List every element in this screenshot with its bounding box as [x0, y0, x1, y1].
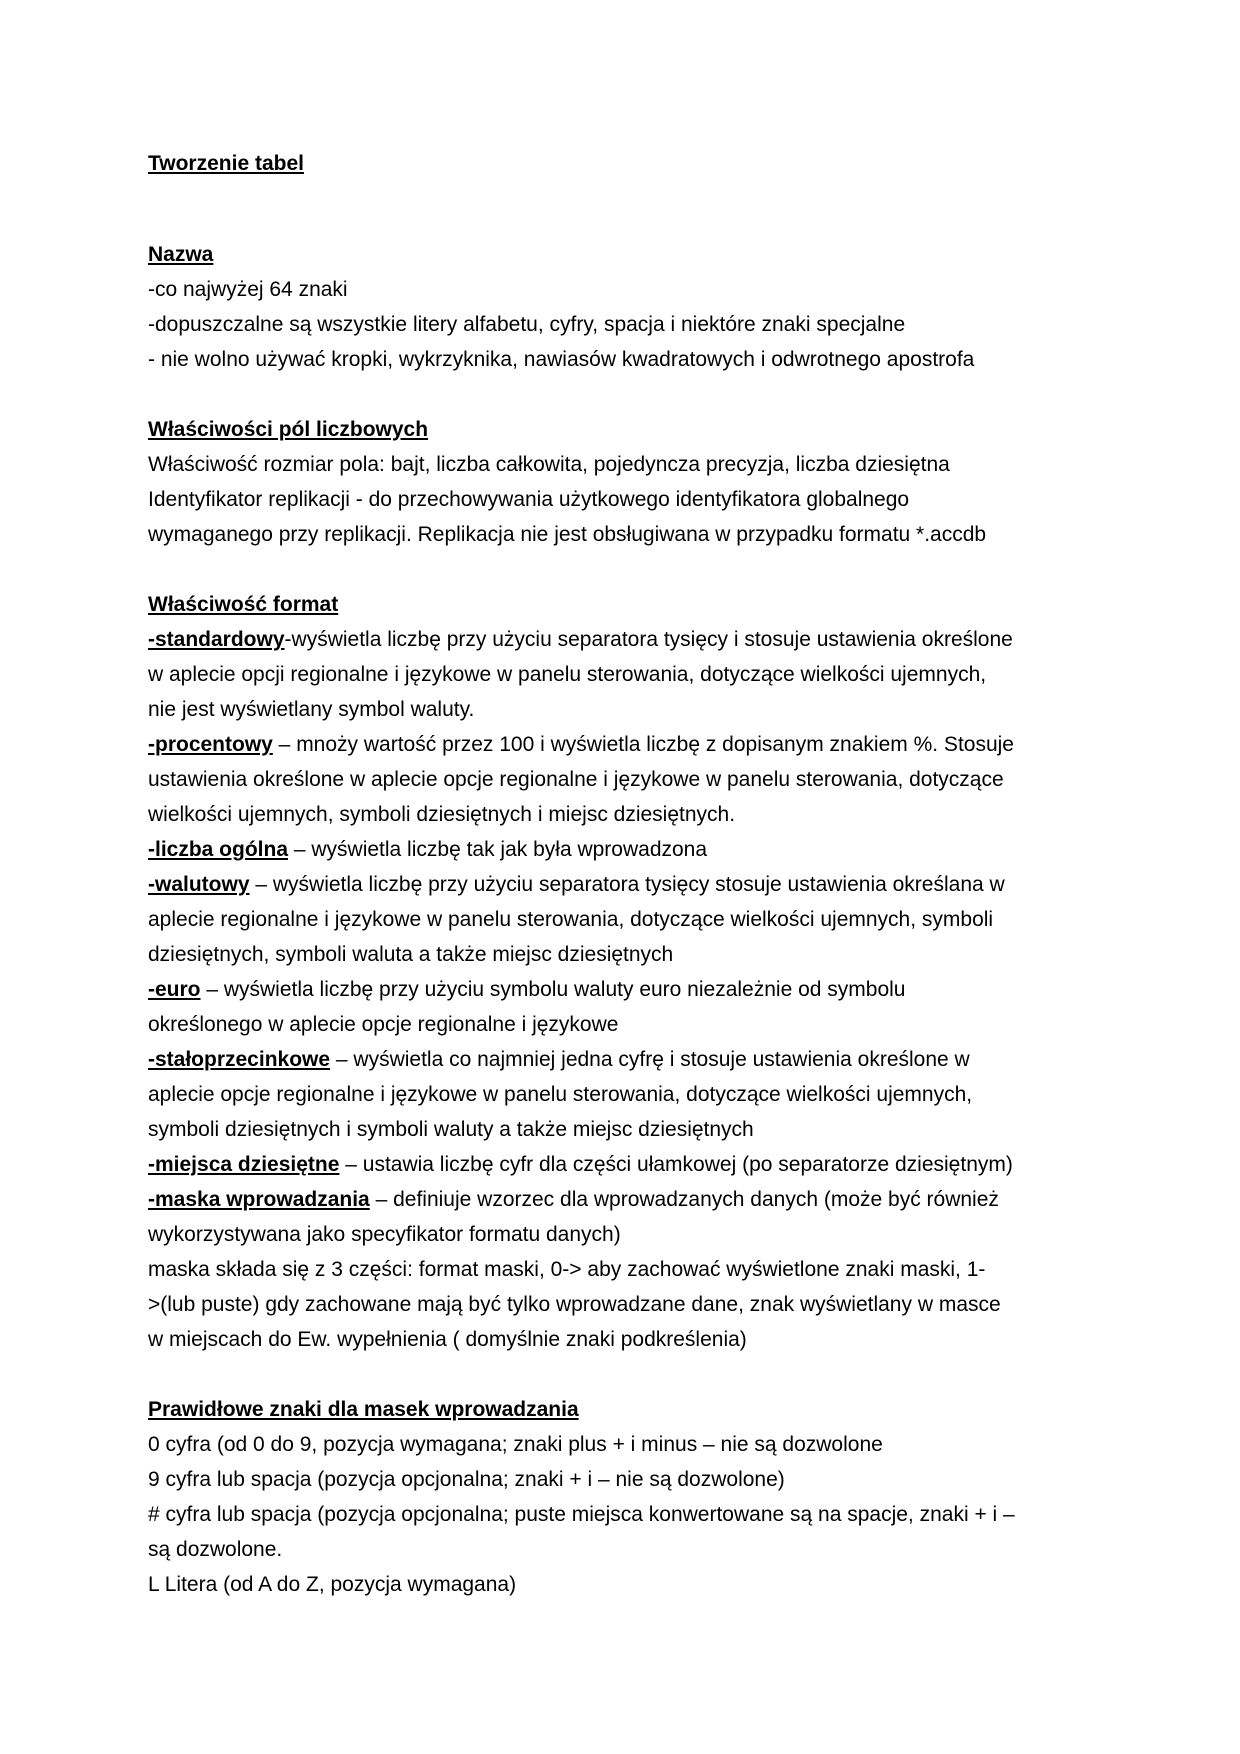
format-item-procentowy [148, 727, 1098, 762]
text-line: w miejscach do Ew. wypełnienia ( domyślnie znaki podkreślenia) [148, 1328, 747, 1351]
term-description: – ustawia liczbę cyfr dla części ułamkowej (po separatorze dziesiętnym) [339, 1153, 1013, 1176]
term-description: – wyświetla liczbę przy użyciu separatora tysięcy stosuje ustawienia określana w [249, 873, 1005, 896]
text-line: - nie wolno używać kropki, wykrzyknika, nawiasów kwadratowych i odwrotnego apostrofa [148, 348, 975, 371]
text-line: wykorzystywana jako specyfikator formatu danych) [148, 1223, 621, 1246]
text-line: nie jest wyświetlany symbol waluty. [148, 698, 475, 721]
text-line: 9 cyfra lub spacja (pozycja opcjonalna; znaki + i – nie są dozwolone) [148, 1468, 785, 1491]
text-line: symboli dziesiętnych i symboli waluty a także miejsc dziesiętnych [148, 1118, 754, 1141]
section-heading-wlasciwosci-pol: Właściwości pól liczbowych [148, 418, 429, 441]
text-line: Właściwość rozmiar pola: bajt, liczba całkowita, pojedyncza precyzja, liczba dziesiętna [148, 453, 950, 476]
text-line: wymaganego przy replikacji. Replikacja nie jest obsługiwana w przypadku formatu *.accdb [148, 523, 987, 546]
text-line: wielkości ujemnych, symboli dziesiętnych i miejsc dziesiętnych. [148, 803, 736, 826]
term-description: – mnoży wartość przez 100 i wyświetla liczbę z dopisanym znakiem %. Stosuje [272, 733, 1014, 756]
text-line: >(lub puste) gdy zachowane mają być tylko wprowadzane dane, znak wyświetlany w masce [148, 1293, 1001, 1316]
section-heading-format: Właściwość format [148, 593, 339, 616]
term-description: – definiuje wzorzec dla wprowadzanych danych (może być również [369, 1188, 999, 1211]
text-line: aplecie opcje regionalne i językowe w panelu sterowania, dotyczące wielkości ujemnych, [148, 1083, 973, 1106]
term-standardowy: -standardowy [148, 628, 285, 651]
term-euro: -euro [148, 978, 201, 1001]
text-line: -co najwyżej 64 znaki [148, 278, 348, 301]
text-line: # cyfra lub spacja (pozycja opcjonalna; puste miejsca konwertowane są na spacje, znaki + i – [148, 1503, 1015, 1526]
section-heading-znaki: Prawidłowe znaki dla masek wprowadzania [148, 1398, 579, 1421]
term-description: -wyświetla liczbę przy użyciu separatora tysięcy i stosuje ustawienia określone [284, 628, 1013, 651]
text-line: -dopuszczalne są wszystkie litery alfabetu, cyfry, spacja i niektóre znaki specjalne [148, 313, 906, 336]
text-line: maska składa się z 3 części: format maski, 0-> aby zachować wyświetlone znaki maski, 1- [148, 1258, 986, 1281]
term-maska-wprowadzania: -maska wprowadzania [148, 1188, 370, 1211]
format-item-miejsca-dziesietne [148, 1147, 1098, 1182]
text-line: ustawienia określone w aplecie opcje regionalne i językowe w panelu sterowania, dotyczące [148, 768, 1004, 791]
text-line: Identyfikator replikacji - do przechowywania użytkowego identyfikatora globalnego [148, 488, 910, 511]
document-title: Tworzenie tabel [148, 152, 304, 175]
format-item-standardowy [148, 622, 1098, 657]
format-item-staloprzecinkowe [148, 1042, 1098, 1077]
term-description: – wyświetla liczbę przy użyciu symbolu waluty euro niezależnie od symbolu [200, 978, 906, 1001]
term-miejsca-dziesietne: -miejsca dziesiętne [148, 1153, 340, 1176]
text-line: dziesiętnych, symboli waluta a także miejsc dziesiętnych [148, 943, 674, 966]
text-line: aplecie regionalne i językowe w panelu sterowania, dotyczące wielkości ujemnych, symboli [148, 908, 994, 931]
term-staloprzecinkowe: -stałoprzecinkowe [148, 1048, 331, 1071]
text-line: 0 cyfra (od 0 do 9, pozycja wymagana; znaki plus + i minus – nie są dozwolone [148, 1433, 883, 1456]
term-liczba-ogolna: -liczba ogólna [148, 838, 289, 861]
text-line: w aplecie opcji regionalne i językowe w panelu sterowania, dotyczące wielkości ujemnych, [148, 663, 987, 686]
format-item-maska-wprowadzania [148, 1182, 1098, 1217]
term-description: – wyświetla liczbę tak jak była wprowadzona [288, 838, 708, 861]
document-page [148, 146, 1098, 1602]
term-procentowy: -procentowy [148, 733, 273, 756]
text-line: są dozwolone. [148, 1538, 283, 1561]
section-heading-nazwa: Nazwa [148, 243, 214, 266]
format-item-liczba-ogolna [148, 832, 1098, 867]
term-description: – wyświetla co najmniej jedna cyfrę i stosuje ustawienia określone w [330, 1048, 970, 1071]
text-line: określonego w aplecie opcje regionalne i językowe [148, 1013, 619, 1036]
text-line: L Litera (od A do Z, pozycja wymagana) [148, 1573, 517, 1596]
format-item-euro [148, 972, 1098, 1007]
term-walutowy: -walutowy [148, 873, 250, 896]
format-item-walutowy [148, 867, 1098, 902]
